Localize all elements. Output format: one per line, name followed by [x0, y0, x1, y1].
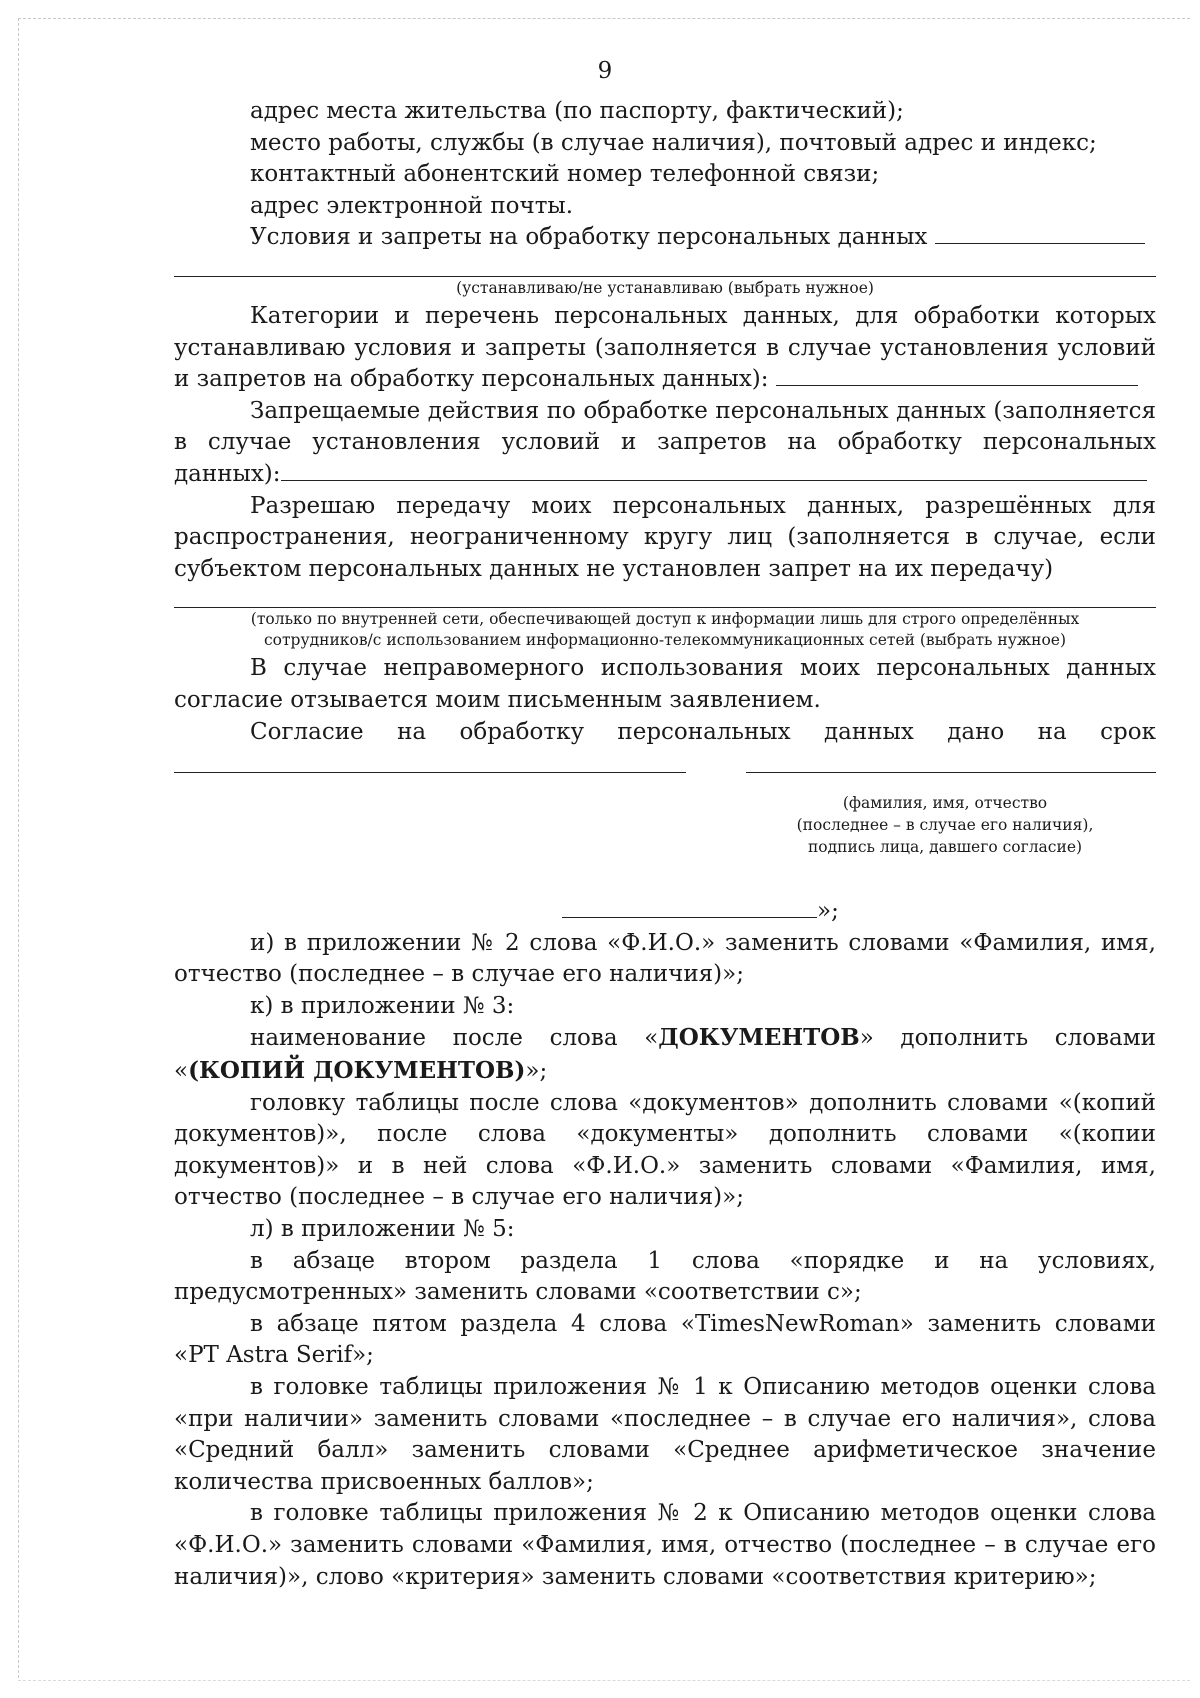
conditions-label: Условия и запреты на обработку персональных данных: [250, 224, 928, 251]
conditions-row: [174, 222, 1156, 254]
table-head-paragraph: головку таблицы после слова «документов» дополнить словами «(копий документов)», после слова «документы» дополнить словами «(копии документов)» и в ней слова «Ф.И.О.» заменить словами «Фамилия, имя, отчество (последнее – в случае его наличия)»;: [174, 1089, 1156, 1211]
term-fill-line[interactable]: [174, 772, 686, 773]
transfer-paragraph: Разрешаю передачу моих персональных данных, разрешённых для распространения, неограниченному кругу лиц (заполняется в случае, если субъектом персональных данных не установлен запрет на их передачу): [174, 492, 1156, 582]
naming-bold-word: ДОКУМЕНТОВ: [658, 1024, 860, 1052]
document-body: [174, 96, 1156, 1593]
appendix2-paragraph: в головке таблицы приложения № 2 к Описанию методов оценки слова «Ф.И.О.» заменить словами «Фамилия, имя, отчество (последнее – в случае его наличия)», слово «критерия» заменить словами «соответствия критерию»;: [174, 1500, 1156, 1590]
item-i: и) в приложении № 2 слова «Ф.И.О.» заменить словами «Фамилия, имя, отчество (последнее – в случае его наличия)»;: [174, 929, 1156, 988]
conditions-fill-line[interactable]: [174, 254, 1156, 277]
term-end-row: [174, 896, 1156, 928]
categories-paragraph: [174, 301, 1156, 396]
term-word: на: [397, 718, 427, 745]
transfer-note-line-2: сотрудников/с использованием информационно-телекоммуникационных сетей (выбрать нужное): [263, 631, 1067, 650]
naming-bold-addition: (КОПИЙ ДОКУМЕНТОВ): [188, 1057, 526, 1085]
scan-border-bottom: [18, 1680, 1190, 1681]
term-words-row: [174, 717, 1156, 749]
prohibited-blank[interactable]: [281, 479, 1147, 481]
line-address: адрес места жительства (по паспорту, фактический);: [250, 98, 904, 124]
naming-prefix: наименование после слова «: [250, 1025, 659, 1052]
conditions-blank[interactable]: [935, 242, 1145, 244]
transfer-fill-line[interactable]: [174, 585, 1156, 608]
prohibited-text: Запрещаемые действия по обработке персональных данных (заполняется в случае установления условий и запретов на обработку персональных данных):: [174, 397, 1156, 487]
signature-note: [734, 792, 1156, 858]
line-workplace: место работы, службы (в случае наличия), почтовый адрес и индекс;: [250, 129, 1097, 156]
item-l: л) в приложении № 5:: [250, 1216, 515, 1243]
line-email: адрес электронной почты.: [250, 192, 574, 219]
term-word: срок: [1100, 718, 1156, 745]
prohibited-paragraph: [174, 396, 1156, 491]
naming-paragraph: [174, 1022, 1156, 1087]
naming-middle: » дополнить словами «: [174, 1025, 1156, 1085]
section4-paragraph: в абзаце пятом раздела 4 слова «TimesNewRoman» заменить словами «PT Astra Serif»;: [174, 1310, 1156, 1369]
appendix1-paragraph: в головке таблицы приложения № 1 к Описанию методов оценки слова «при наличии» заменить словами «последнее – в случае его наличия», слова «Средний балл» заменить словами «Среднее арифметическое значение количества присвоенных баллов»;: [174, 1374, 1156, 1495]
signature-fill-line[interactable]: [746, 772, 1156, 773]
term-word: данных: [823, 718, 914, 745]
transfer-note: [174, 609, 1156, 651]
scan-border-left: [18, 18, 19, 1678]
term-end-blank[interactable]: [562, 916, 817, 918]
revoke-paragraph: В случае неправомерного использования моих персональных данных согласие отзывается моим письменным заявлением.: [174, 655, 1156, 713]
signature-note-line: (фамилия, имя, отчество: [842, 794, 1048, 813]
naming-suffix: »;: [525, 1058, 548, 1085]
term-word: обработку: [459, 718, 584, 745]
term-word: персональных: [617, 718, 791, 745]
scan-border-top: [18, 18, 1190, 19]
conditions-note: (устанавливаю/не устанавливаю (выбрать нужное): [456, 278, 874, 297]
transfer-note-line-1: (только по внутренней сети, обеспечивающей доступ к информации лишь для строго определённых: [250, 610, 1080, 629]
item-k: к) в приложении № 3:: [250, 992, 515, 1019]
section1-paragraph: в абзаце втором раздела 1 слова «порядке и на условиях, предусмотренных» заменить словами «соответствии с»;: [174, 1247, 1156, 1306]
term-word: на: [1037, 718, 1067, 745]
term-word: дано: [947, 718, 1005, 745]
signature-row: [174, 748, 1156, 792]
categories-text: Категории и перечень персональных данных, для обработки которых устанавливаю условия и запреты (заполняется в случае установления условий и запретов на обработку персональных данных):: [174, 302, 1156, 393]
term-end-quote: »;: [817, 898, 839, 925]
page-number: 9: [597, 58, 613, 84]
signature-note-line: (последнее – в случае его наличия),: [796, 816, 1094, 835]
term-word: Согласие: [250, 718, 364, 745]
categories-blank[interactable]: [776, 384, 1138, 386]
signature-note-line: подпись лица, давшего согласие): [807, 838, 1083, 857]
line-phone: контактный абонентский номер телефонной связи;: [250, 161, 880, 188]
